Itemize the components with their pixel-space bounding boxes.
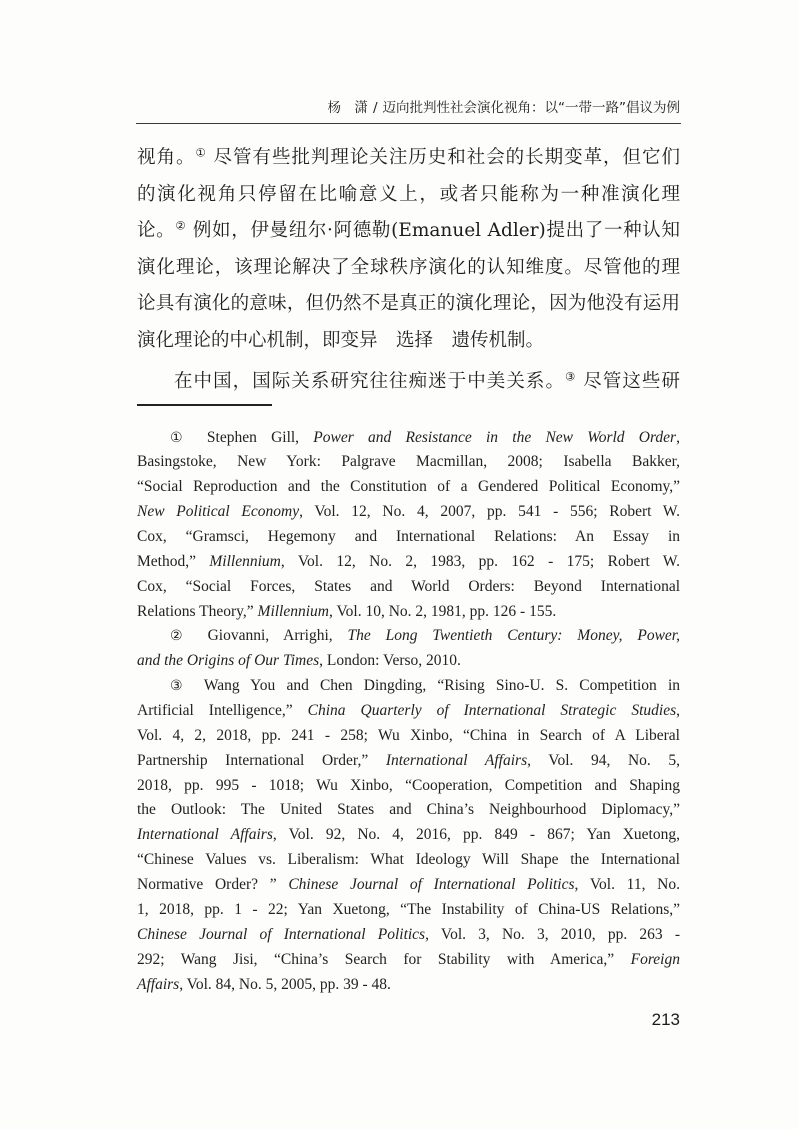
header-title: 迈向批判性社会演化视角：以“一带一路”倡议为例 — [382, 100, 680, 116]
work-title: The Long Twentieth Century: Money, Power, — [347, 627, 680, 645]
citation-text: 1, 2018, pp. 1 - 22; Yan Xuetong, “The Instability of China-US Relations,” — [137, 900, 680, 918]
footnote-number: ① — [170, 429, 193, 446]
citation-text: , Vol. 3, No. 3, 2010, pp. 263 - — [425, 925, 680, 943]
citation-text: 292; Wang Jisi, “China’s Search for Stability with America,” — [137, 950, 631, 968]
footnote-line — [137, 774, 680, 799]
footnote-3 — [137, 674, 680, 997]
footnote-line — [137, 699, 680, 724]
body-line-5 — [137, 286, 680, 323]
body-text-run: 演化理论，该理论解决了全球秩序演化的认知维度。尽管他的理 — [137, 256, 680, 278]
header-author: 杨 潇 — [327, 100, 368, 116]
citation-text: Partnership International Order,” — [137, 751, 386, 769]
citation-text: , — [676, 428, 680, 446]
footnote-ref-3: ③ — [565, 369, 577, 384]
citation-text: Cox, “Gramsci, Hegemony and International Relations: An Essay in — [137, 528, 680, 546]
citation-text: Giovanni, Arrighi, — [207, 627, 348, 645]
body-line-3 — [137, 213, 680, 250]
footnotes — [137, 426, 680, 998]
footnote-line — [137, 898, 680, 923]
work-title: Chinese Journal of International Politics — [137, 925, 426, 943]
body-text-run: 论具有演化的意味，但仍然不是真正的演化理论，因为他没有运用 — [137, 293, 680, 315]
footnote-ref-1: ① — [195, 145, 207, 160]
footnote-line — [137, 550, 680, 575]
work-title: International Affairs — [385, 751, 528, 769]
work-title: Affairs — [137, 975, 180, 993]
citation-text: , — [676, 702, 680, 720]
footnote-line — [137, 426, 680, 451]
footnote-line — [137, 600, 680, 625]
work-title: New Political Economy — [137, 503, 300, 521]
citation-text: Stephen Gill, — [206, 428, 314, 446]
footnote-line — [137, 749, 680, 774]
footnote-line — [137, 624, 680, 649]
citation-text: Vol. 4, 2, 2018, pp. 241 - 258; Wu Xinbo, “China in Search of A Liberal — [137, 726, 680, 744]
running-header — [327, 98, 680, 118]
footnote-number: ③ — [170, 678, 190, 695]
footnote-2 — [137, 624, 680, 674]
work-title: Power and Resistance in the New World Order — [313, 428, 677, 446]
footnote-line — [137, 973, 680, 998]
work-title: China Quarterly of International Strategic Studies — [307, 702, 677, 720]
footnote-line — [137, 873, 680, 898]
body-text-run: 演化理论的中心机制，即变异 选择 遗传机制。 — [137, 329, 545, 351]
body-text-run: 视角。 — [137, 147, 196, 168]
body-text-run: 尽管这些研 — [576, 370, 680, 392]
citation-text: , Vol. 84, No. 5, 2005, pp. 39 - 48. — [179, 975, 391, 993]
page-number: 213 — [651, 1010, 680, 1029]
footnote-line — [137, 575, 680, 600]
work-title: Foreign — [630, 950, 680, 968]
citation-text: “Chinese Values vs. Liberalism: What Ideology Will Shape the International — [137, 851, 680, 869]
body-text — [137, 140, 680, 400]
body-text-run: 例如，伊曼纽尔·阿德勒(Emanuel Adler)提出了一种认知 — [186, 220, 680, 242]
citation-text: Artificial Intelligence,” — [137, 702, 308, 720]
citation-text: , Vol. 92, No. 4, 2016, pp. 849 - 867; Yan Xuetong, — [272, 826, 680, 844]
citation-text: Normative Order? ” — [137, 876, 289, 894]
footnote-line — [137, 525, 680, 550]
footnote-line — [137, 923, 680, 948]
footnote-ref-2: ② — [175, 218, 187, 233]
header-separator: / — [372, 100, 378, 116]
body-line-6 — [137, 323, 680, 360]
work-title: Millennium — [209, 552, 281, 570]
citation-text: , Vol. 11, No. — [574, 876, 680, 894]
citation-text: , Vol. 10, No. 2, 1981, pp. 126 - 155. — [329, 602, 557, 620]
footnote-line — [137, 848, 680, 873]
body-line-7 — [137, 364, 680, 401]
citation-text: , London: Verso, 2010. — [319, 652, 461, 670]
footnote-1 — [137, 426, 680, 625]
footnote-number: ② — [170, 628, 194, 645]
work-title: Chinese Journal of International Politics — [288, 876, 575, 894]
citation-text: Method,” — [137, 552, 210, 570]
footnote-separator — [137, 404, 272, 406]
body-text-run: 在中国，国际关系研究往往痴迷于中美关系。 — [174, 370, 565, 392]
citation-text: Relations Theory,” — [137, 602, 258, 620]
footnote-line — [137, 724, 680, 749]
work-title: Millennium — [257, 602, 329, 620]
citation-text: “Social Reproduction and the Constitution of a Gendered Political Economy,” — [137, 478, 680, 496]
citation-text: , Vol. 12, No. 4, 2007, pp. 541 - 556; Robert W. — [299, 503, 680, 521]
citation-text: 2018, pp. 995 - 1018; Wu Xinbo, “Cooperation, Competition and Shaping — [137, 776, 680, 794]
citation-text: Wang You and Chen Dingding, “Rising Sino-U. S. Competition in — [203, 677, 681, 695]
citation-text: , Vol. 12, No. 2, 1983, pp. 162 - 175; Robert W. — [280, 552, 680, 570]
body-text-run: 尽管有些批判理论关注历史和社会的长期变革，但它们 — [206, 147, 680, 168]
header-rule — [136, 123, 681, 124]
citation-text: Basingstoke, New York: Palgrave Macmillan, 2008; Isabella Bakker, — [137, 453, 680, 471]
footnote-line — [137, 948, 680, 973]
footnote-line — [137, 475, 680, 500]
footnote-line — [137, 798, 680, 823]
footnote-line — [137, 450, 680, 475]
footnote-line — [137, 500, 680, 525]
work-title: International Affairs — [137, 826, 273, 844]
footnote-line — [137, 674, 680, 699]
footnote-line — [137, 823, 680, 848]
body-text-run: 的演化视角只停留在比喻意义上，或者只能称为一种准演化理 — [137, 183, 680, 205]
body-line-2 — [137, 177, 680, 214]
work-title: and the Origins of Our Times — [137, 652, 320, 670]
body-line-4 — [137, 250, 680, 287]
citation-text: , Vol. 94, No. 5, — [527, 751, 680, 769]
body-text-run: 论。 — [137, 220, 176, 242]
citation-text: the Outlook: The United States and China’s Neighbourhood Diplomacy,” — [137, 801, 680, 819]
citation-text: Cox, “Social Forces, States and World Orders: Beyond International — [137, 577, 680, 595]
body-line-1 — [137, 140, 680, 177]
footnote-line — [137, 649, 680, 674]
